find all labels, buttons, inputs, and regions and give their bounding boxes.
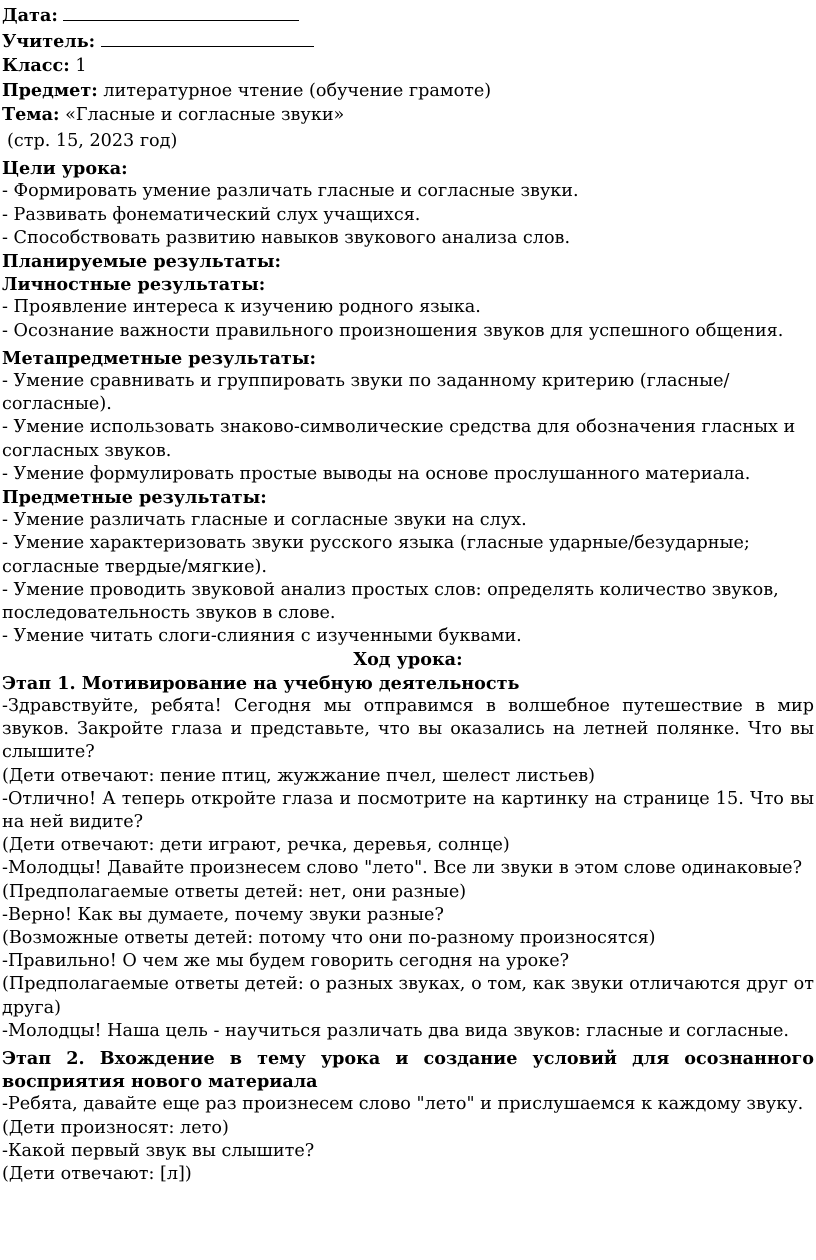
subject-value: литературное чтение (обучение грамоте) [103,80,492,101]
teacher-label: Учитель: [2,31,96,53]
source-line: (стр. 15, 2023 год) [7,131,178,152]
lesson-title: Ход урока: [353,649,463,671]
date-line [2,2,814,28]
goals-title: Цели урока: [2,158,128,180]
goal-item: - Способствовать развитию навыков звукового анализа слов. [2,227,571,248]
stage2-paragraph: -Какой первый звук вы слышите? [2,1140,315,1161]
subject-line [2,79,814,103]
stage1-paragraph: -Правильно! О чем же мы будем говорить сегодня на уроке? [2,951,570,972]
goal-item: - Развивать фонематический слух учащихся. [2,204,421,225]
stage1-paragraph: (Возможные ответы детей: потому что они по-разному произносятся) [2,927,656,948]
topic-line [2,103,814,127]
teacher-blank [101,28,314,47]
class-label: Класс: [2,55,70,77]
personal-result-item: - Осознание важности правильного произношения звуков для успешного общения. [2,320,784,341]
stage1-paragraph: -Молодцы! Давайте произнесем слово "лето". Все ли звуки в этом слове одинаковые? [2,858,803,879]
topic-label: Тема: [2,103,60,125]
goal-item: - Формировать умение различать гласные и согласные звуки. [2,181,579,202]
meta-result-item: - Умение сравнивать и группировать звуки по заданному критерию (гласные/согласные). [2,371,730,415]
results-title: Планируемые результаты: [2,251,282,273]
subject-result-item: - Умение читать слоги-слияния с изученными буквами. [2,626,522,647]
stage2-paragraph: (Дети отвечают: [л]) [2,1163,192,1184]
stage1-paragraph: (Дети отвечают: дети играют, речка, деревья, солнце) [2,835,510,856]
meta-result-item: - Умение формулировать простые выводы на основе прослушанного материала. [2,463,751,484]
meta-result-item: - Умение использовать знаково-символические средства для обозначения гласных и согласных звуков. [2,417,796,461]
class-value: 1 [75,56,87,77]
stage1-paragraph: (Дети отвечают: пение птиц, жужжание пчел, шелест листьев) [2,765,596,786]
stage1-paragraph: (Предполагаемые ответы детей: о разных звуках, о том, как звуки отличаются друг от друга) [2,974,814,1018]
stage2-paragraph: (Дети произносят: лето) [2,1117,229,1138]
stage1-paragraph: -Здравствуйте, ребята! Сегодня мы отправимся в волшебное путешествие в мир звуков. Закройте глаза и представьте, что вы оказались на летней полянке. Что вы слышите? [2,695,814,763]
personal-result-item: - Проявление интереса к изучению родного языка. [2,297,481,318]
meta-results-title: Метапредметные результаты: [2,347,316,369]
subject-result-item: - Умение характеризовать звуки русского языка (гласные ударные/безударные; согласные твердые/мягкие). [2,533,750,577]
subject-result-item: - Умение различать гласные и согласные звуки на слух. [2,510,527,531]
stage1-paragraph: -Отлично! А теперь откройте глаза и посмотрите на картинку на странице 15. Что вы на ней видите? [2,788,814,832]
date-blank [63,2,299,21]
topic-value: «Гласные и согласные звуки» [65,104,345,125]
stage2-title: Этап 2. Вхождение в тему урока и создание условий для осознанного восприятия нового материала [2,1047,814,1093]
stage1-title: Этап 1. Мотивирование на учебную деятельность [2,672,520,694]
subject-result-item: - Умение проводить звуковой анализ простых слов: определять количество звуков, последовательность звуков в слове. [2,579,779,624]
subject-results-title: Предметные результаты: [2,487,267,509]
personal-results-title: Личностные результаты: [2,274,266,296]
stage1-paragraph: -Верно! Как вы думаете, почему звуки разные? [2,904,444,925]
subject-label: Предмет: [2,79,98,101]
stage1-paragraph: (Предполагаемые ответы детей: нет, они разные) [2,881,467,902]
teacher-line [2,28,814,54]
class-line [2,54,814,78]
stage1-paragraph: -Молодцы! Наша цель - научиться различать два вида звуков: гласные и согласные. [2,1020,790,1041]
date-label: Дата: [2,5,58,26]
stage2-paragraph: -Ребята, давайте еще раз произнесем слово "лето" и прислушаемся к каждому звуку. [2,1094,804,1115]
